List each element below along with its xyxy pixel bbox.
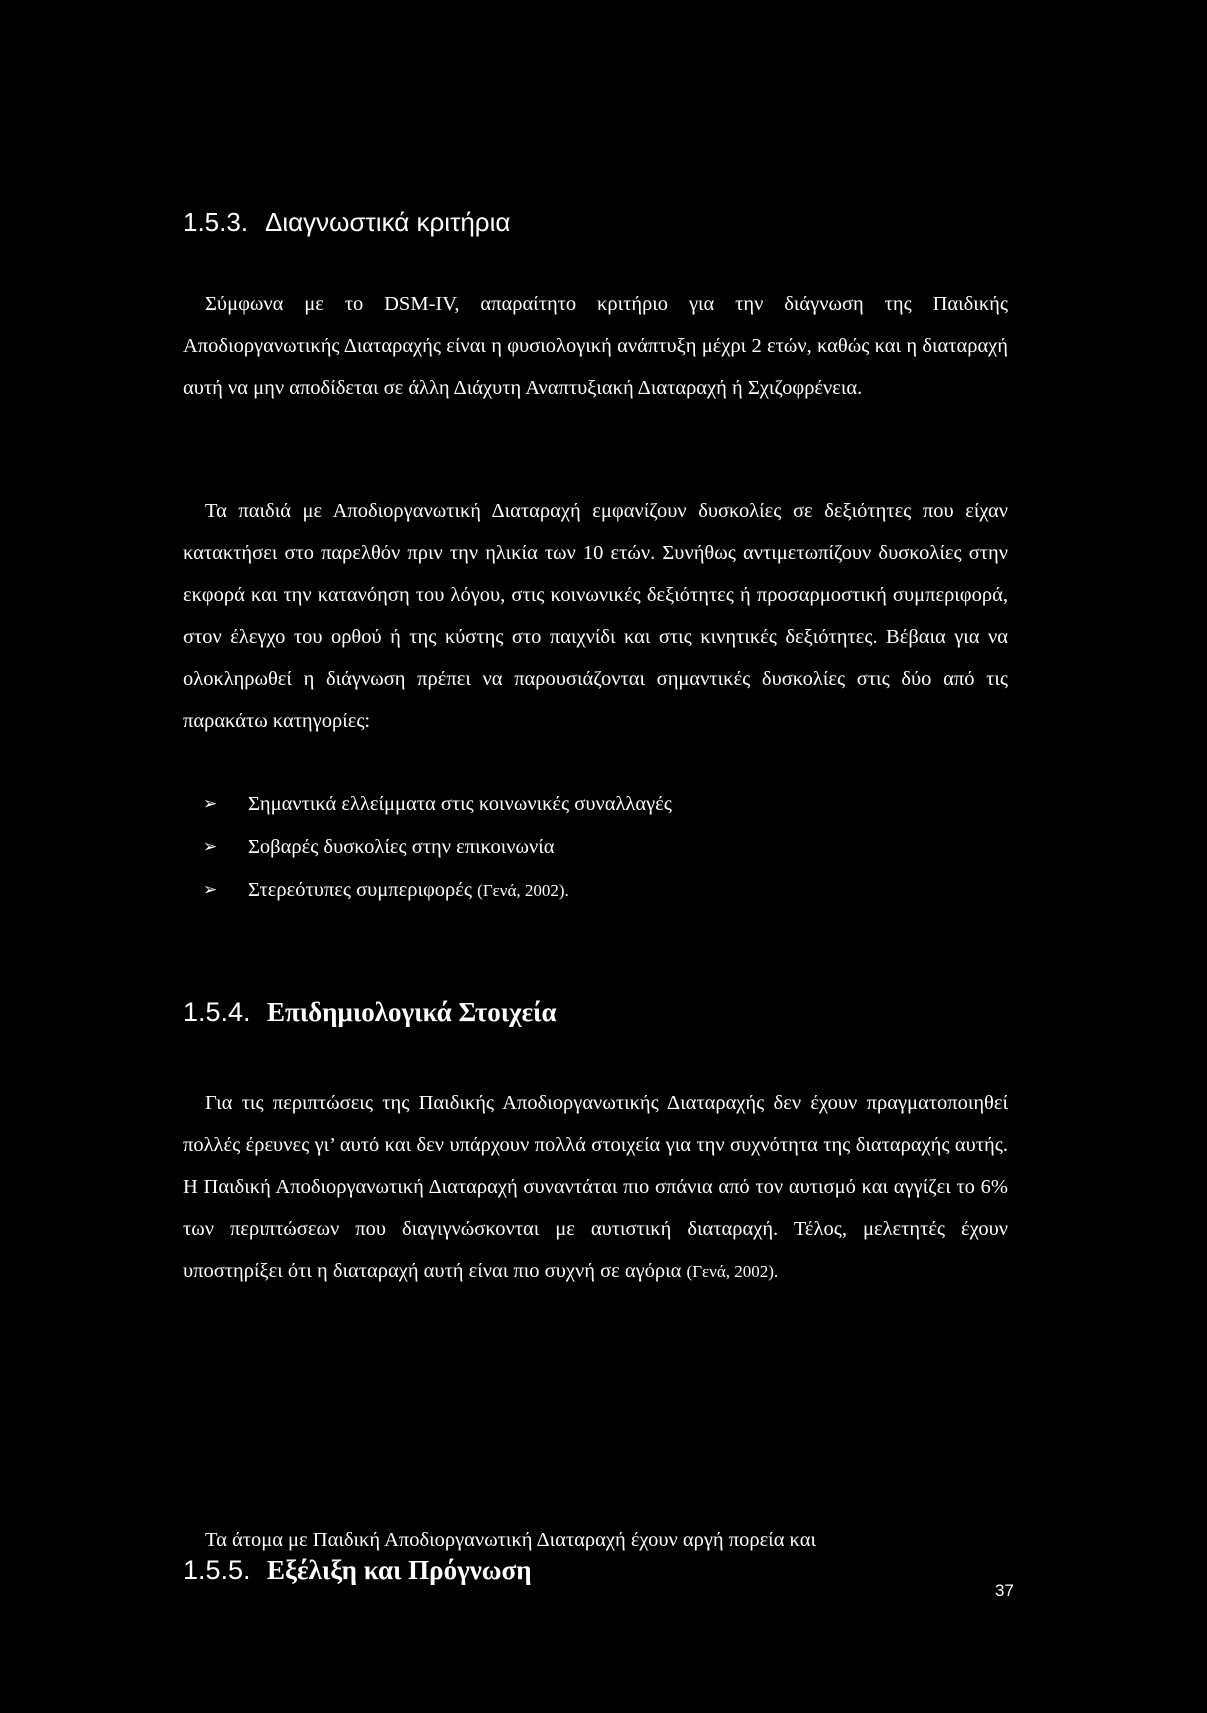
paragraph-dsm-criteria: Σύμφωνα με το DSM-IV, απαραίτητο κριτήριο για την διάγνωση της Παιδικής Αποδιοργανωτικής Διαταραχής είναι η φυσιολογική ανάπτυξη μέχρι 2 ετών, καθώς και η διαταραχή αυτή να μην αποδίδεται σε άλλη Διάχυτη Αναπτυξιακή Διαταραχή ή Σχιζοφρένεια. bbox=[183, 293, 1008, 399]
section-title: Επιδημιολογικά Στοιχεία bbox=[267, 997, 557, 1027]
document-page bbox=[183, 0, 1008, 1713]
paragraph-symptoms: Τα παιδιά με Αποδιοργανωτική Διαταραχή εμφανίζουν δυσκολίες σε δεξιότητες που είχαν κατακτήσει στο παρελθόν πριν την ηλικία των 10 ετών. Συνήθως αντιμετωπίζουν δυσκολίες στην εκφορά και την κατανόηση του λόγου, στις κοινωνικές δεξιότητες ή προσαρμοστική συμπεριφορά, στον έλεγχο του ορθού ή της κύστης στο παιχνίδι και στις κινητικές δεξιότητες. Βέβαια για να ολοκληρωθεί η διάγνωση πρέπει να παρουσιάζονται σημαντικές δυσκολίες στις δύο από τις παρακάτω κατηγορίες: bbox=[183, 500, 1008, 732]
list-item-text: Σημαντικά ελλείμματα στις κοινωνικές συναλλαγές bbox=[248, 793, 672, 815]
citation: (Γενά, 2002). bbox=[686, 1262, 779, 1281]
criteria-list bbox=[183, 783, 672, 912]
section-heading-epidemiology bbox=[183, 996, 557, 1028]
arrow-bullet-icon: ➢ bbox=[203, 794, 218, 814]
section-heading-diagnostic-criteria bbox=[183, 206, 510, 238]
arrow-bullet-icon: ➢ bbox=[203, 880, 218, 900]
paragraph-text: Για τις περιπτώσεις της Παιδικής Αποδιοργανωτικής Διαταραχής δεν έχουν πραγματοποιηθεί πολλές έρευνες γι’ αυτό και δεν υπάρχουν πολλά στοιχεία για την συχνότητα της διαταραχής αυτής. Η Παιδική Αποδιοργανωτική Διαταραχή συναντάται πιο σπάνια από τον αυτισμό και αγγίζει το 6% των περιπτώσεων που διαγιγνώσκονται με αυτιστική διαταραχή. Τέλος, μελετητές έχουν υποστηρίξει ότι η διαταραχή αυτή είναι πιο συχνή σε αγόρια bbox=[183, 1092, 1008, 1282]
list-item-text: Στερεότυπες συμπεριφορές bbox=[248, 879, 473, 901]
list-item-text: Σοβαρές δυσκολίες στην επικοινωνία bbox=[248, 836, 555, 858]
section-number: 1.5.4. bbox=[183, 997, 251, 1027]
list-item bbox=[183, 869, 672, 912]
section-number: 1.5.5. bbox=[183, 1555, 251, 1585]
paragraph-prognosis: Τα άτομα με Παιδική Αποδιοργανωτική Διαταραχή έχουν αργή πορεία και bbox=[205, 1529, 816, 1551]
section-title: Διαγνωστικά κριτήρια bbox=[265, 207, 511, 237]
list-item bbox=[183, 826, 672, 869]
citation: (Γενά, 2002). bbox=[477, 881, 569, 900]
page-number: 37 bbox=[995, 1581, 1014, 1600]
section-number: 1.5.3. bbox=[183, 207, 249, 237]
paragraph-epidemiology bbox=[183, 1082, 1008, 1293]
section-title: Εξέλιξη και Πρόγνωση bbox=[267, 1555, 532, 1585]
list-item bbox=[183, 783, 672, 826]
arrow-bullet-icon: ➢ bbox=[203, 837, 218, 857]
